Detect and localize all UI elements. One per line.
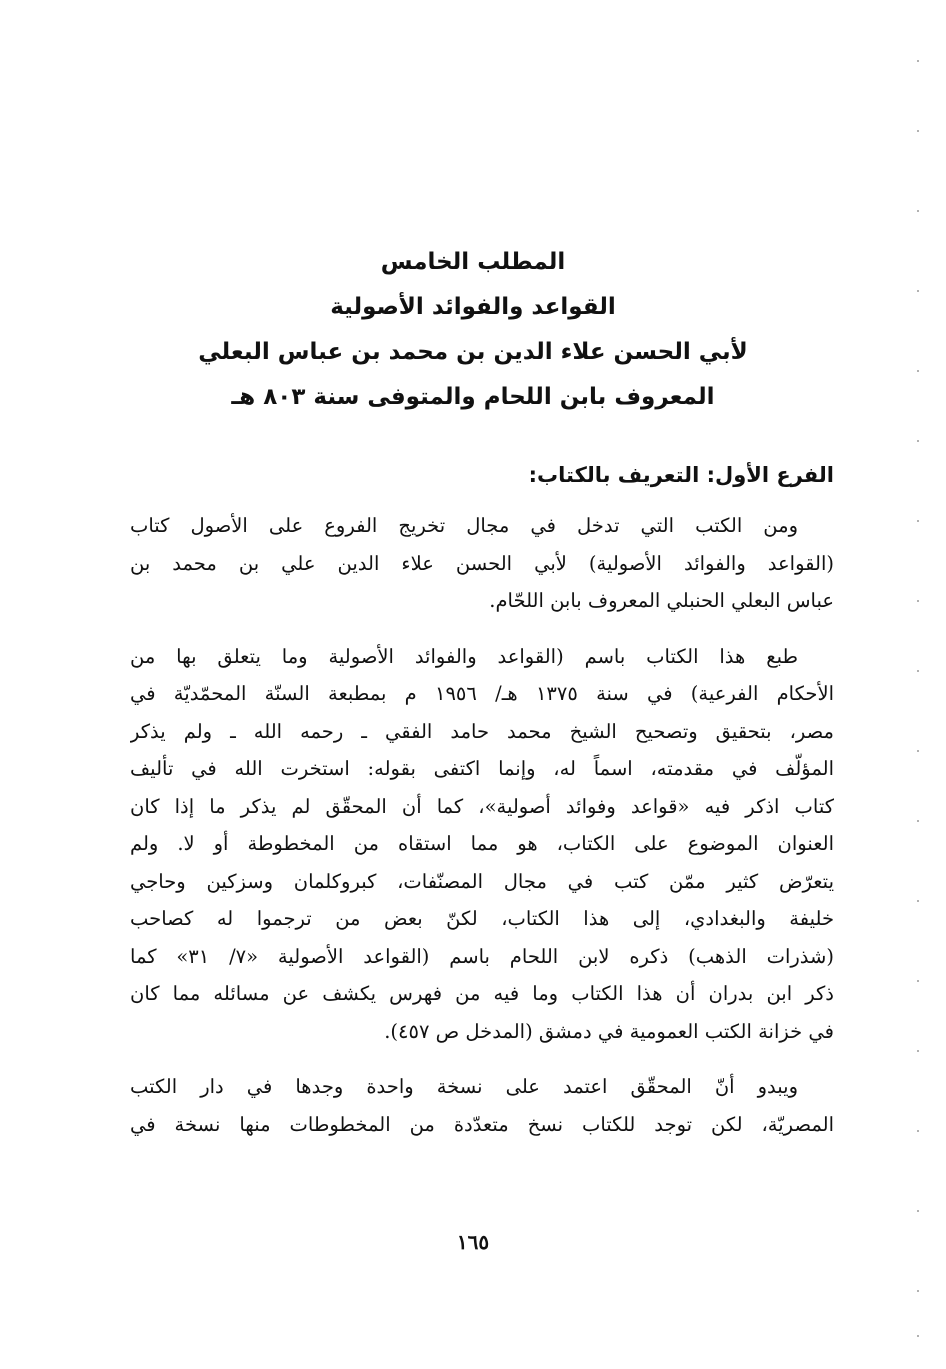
heading-author-known-as: المعروف بابن اللحام والمتوفى سنة ٨٠٣ هـ [231, 384, 715, 410]
text-line: العنوان الموضوع على الكتاب، هو مما استقاه من المخطوطة أو لا. ولم [130, 832, 834, 855]
page-edge-dots [917, 60, 923, 1340]
text-line: مصر، بتحقيق وتصحيح الشيخ محمد حامد الفقي ـ رحمه الله ـ ولم يذكر [130, 719, 834, 743]
heading-section-number: المطلب الخامس [380, 249, 566, 275]
edge-dot [917, 980, 919, 982]
text-line: المصريّة، لكن توجد للكتاب نسخ متعدّدة من المخطوطات منها نسخة في [130, 1112, 834, 1136]
chapter-headings [130, 240, 816, 420]
text-line: كتاب اذكر فيه «قواعد وفوائد أصولية»، كما أن المحقّق لم يذكر ما إذا كان [130, 794, 834, 818]
edge-dot [917, 1335, 919, 1337]
body-text [130, 507, 834, 1161]
edge-dot [917, 210, 919, 212]
edge-dot [917, 750, 919, 752]
text-line: عباس البعلي الحنبلي المعروف بابن اللحّام. [489, 589, 834, 612]
section-title: الفرع الأول: التعريف بالكتاب: [528, 463, 834, 487]
text-line: ذكر ابن بدران أن هذا الكتاب وما فيه من فهرس يكشف عن مسائله مما كان [130, 982, 834, 1005]
edge-dot [917, 1210, 919, 1212]
text-line: ومن الكتب التي تدخل في مجال تخريج الفروع على الأصول كتاب [130, 514, 798, 537]
edge-dot [917, 900, 919, 902]
text-line: المؤلّف في مقدمته، اسماً له، وإنما اكتفى بقوله: استخرت الله في تأليف [130, 757, 834, 780]
edge-dot [917, 1050, 919, 1052]
paragraph-1 [130, 507, 834, 620]
text-line: ويبدو أنّ المحقّق اعتمد على نسخة واحدة وجدها في دار الكتب [130, 1075, 798, 1098]
text-line: يتعرّض كثير ممّن كتب في مجال المصنّفات، كبروكلمان وسزكين وحاجي [130, 869, 834, 893]
heading-book-title: القواعد والفوائد الأصولية [330, 294, 616, 320]
edge-dot [917, 130, 919, 132]
paragraph-3 [130, 1068, 834, 1143]
text-line: الأحكام الفرعية) في سنة ١٣٧٥ هـ/ ١٩٥٦ م بمطبعة السنّة المحمّديّة في [130, 682, 834, 705]
edge-dot [917, 60, 919, 62]
edge-dot [917, 370, 919, 372]
text-line: (القواعد والفوائد الأصولية) لأبي الحسن علاء الدين علي بن محمد بن [130, 551, 834, 575]
edge-dot [917, 520, 919, 522]
text-line: في خزانة الكتب العمومية في دمشق (المدخل ص ٤٥٧). [384, 1019, 834, 1043]
edge-dot [917, 290, 919, 292]
edge-dot [917, 1290, 919, 1292]
edge-dot [917, 670, 919, 672]
heading-author-name: لأبي الحسن علاء الدين بن محمد بن عباس البعلي [198, 339, 748, 365]
page-number: ١٦٥ [456, 1230, 490, 1254]
text-line: خليفة والبغدادي، إلى هذا الكتاب، لكنّ بعض من ترجموا له كصاحب [130, 907, 834, 930]
text-line: طبع هذا الكتاب باسم (القواعد والفوائد الأصولية وما يتعلق بها من [130, 644, 798, 668]
edge-dot [917, 820, 919, 822]
edge-dot [917, 1130, 919, 1132]
edge-dot [917, 600, 919, 602]
edge-dot [917, 440, 919, 442]
text-line: (شذرات الذهب) ذكره لابن اللحام باسم (القواعد الأصولية «٧/ ٣١» كما [130, 944, 834, 968]
paragraph-2 [130, 638, 834, 1051]
